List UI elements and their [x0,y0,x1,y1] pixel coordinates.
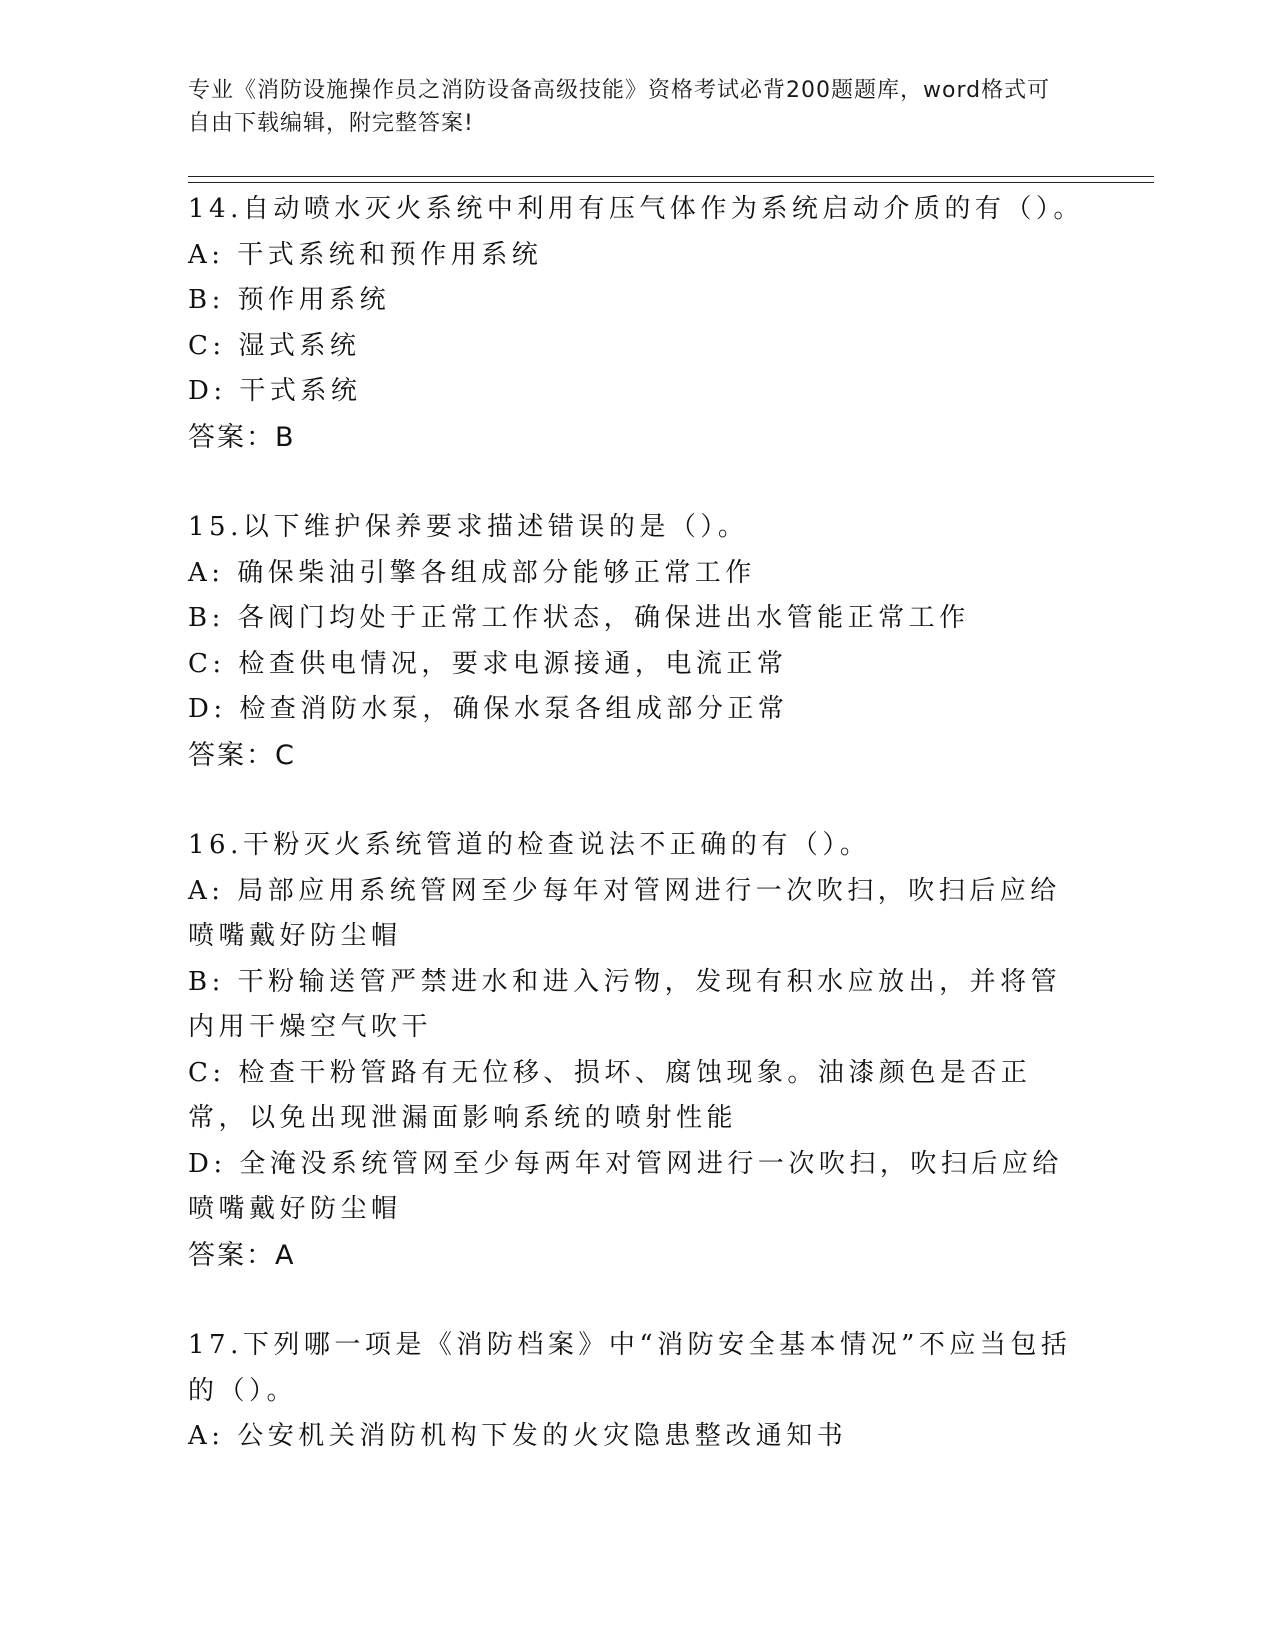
option-a: A: 干式系统和预作用系统 [188,239,543,270]
option-a: A: 确保柴油引擎各组成部分能够正常工作 [188,557,756,588]
question-stem: 16.干粉灭火系统管道的检查说法不正确的有（）。 [188,830,871,860]
question-15 [188,505,1088,778]
option-b: B: 预作用系统 [188,285,391,315]
option-d: D: 检查消防水泵，确保水泵各组成部分正常 [188,694,789,724]
document-header: 专业《消防设施操作员之消防设备高级技能》资格考试必背200题题库，word格式可自由下载编辑，附完整答案! [188,78,1051,136]
option-c: C: 检查供电情况，要求电源接通，电流正常 [188,648,788,679]
question-list [188,187,1088,1505]
option-d: D: 干式系统 [188,376,362,406]
question-16 [188,823,1088,1278]
header-divider-bottom [188,182,1154,183]
question-stem: 15.以下维护保养要求描述错误的是（）。 [188,512,749,542]
option-d: D: 全淹没系统管网至少每两年对管网进行一次吹扫，吹扫后应给喷嘴戴好防尘帽 [188,1148,1063,1224]
option-a: A: 公安机关消防机构下发的火灾隐患整改通知书 [188,1421,848,1451]
option-c: C: 检查干粉管路有无位移、损坏、腐蚀现象。油漆颜色是否正常，以免出现泄漏面影响系统的喷射性能 [188,1057,1032,1133]
question-17 [188,1323,1088,1460]
option-b: B: 各阀门均处于正常工作状态，确保进出水管能正常工作 [188,603,970,633]
answer-line: 答案：A [188,1239,296,1271]
header-divider-top [188,176,1154,177]
option-c: C: 湿式系统 [188,330,361,361]
answer-line: 答案：C [188,739,296,771]
question-stem: 17.下列哪一项是《消防档案》中“消防安全基本情况”不应当包括的（）。 [188,1330,1072,1406]
question-stem: 14.自动喷水灭火系统中利用有压气体作为系统启动介质的有（）。 [188,194,1084,224]
answer-line: 答案：B [188,421,296,453]
question-14 [188,187,1088,460]
option-a: A: 局部应用系统管网至少每年对管网进行一次吹扫，吹扫后应给喷嘴戴好防尘帽 [188,875,1061,951]
option-b: B: 干粉输送管严禁进水和进入污物，发现有积水应放出，并将管内用干燥空气吹干 [188,966,1062,1042]
